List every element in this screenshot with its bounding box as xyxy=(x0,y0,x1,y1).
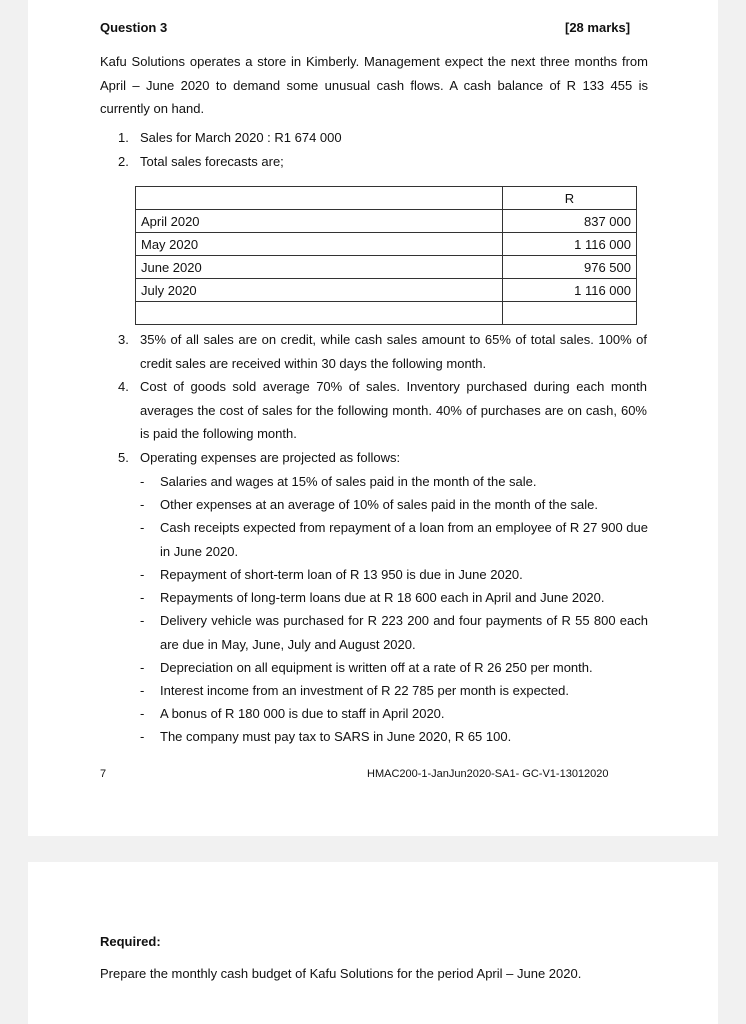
list-text: Cost of goods sold average 70% of sales. Inventory purchased during each month averages the cost of sales for the following month. 40% of purchases are on cash, 60% is paid the following month. xyxy=(140,379,647,441)
table-row xyxy=(136,210,637,233)
table-row xyxy=(136,279,637,302)
bullet-item xyxy=(140,586,650,610)
table-row xyxy=(136,233,637,256)
bullet-item xyxy=(140,516,650,564)
table-cell xyxy=(136,302,503,325)
bullet-dash: - xyxy=(140,706,145,721)
list-number: 4. xyxy=(118,379,129,394)
bullet-item xyxy=(140,702,650,726)
bullet-dash: - xyxy=(140,729,145,744)
table-cell-month: July 2020 xyxy=(136,279,503,302)
table-cell-amount: 1 116 000 xyxy=(503,233,637,256)
document-code: HMAC200-1-JanJun2020-SA1- GC-V1-13012020 xyxy=(367,768,609,780)
table-cell-month: May 2020 xyxy=(136,233,503,256)
bullet-text: Salaries and wages at 15% of sales paid in the month of the sale. xyxy=(160,474,537,489)
bullet-item xyxy=(140,470,650,494)
bullet-dash: - xyxy=(140,567,145,582)
bullet-text: Other expenses at an average of 10% of sales paid in the month of the sale. xyxy=(160,497,598,512)
sales-forecast-table xyxy=(135,186,637,325)
list-item-3 xyxy=(118,328,648,376)
bullet-text: A bonus of R 180 000 is due to staff in April 2020. xyxy=(160,706,445,721)
list-number: 2. xyxy=(118,154,129,169)
question-marks: [28 marks] xyxy=(565,20,631,35)
table-cell-amount: 837 000 xyxy=(503,210,637,233)
bullet-item xyxy=(140,725,650,749)
list-item-4 xyxy=(118,375,648,447)
table-row xyxy=(136,302,637,325)
list-item-2 xyxy=(118,150,648,174)
bullet-dash: - xyxy=(140,683,145,698)
table-cell-month: April 2020 xyxy=(136,210,503,233)
table-header-row xyxy=(136,187,637,210)
bullet-dash: - xyxy=(140,613,145,628)
bullet-item xyxy=(140,493,650,517)
list-text: 35% of all sales are on credit, while cash sales amount to 65% of total sales. 100% of credit sales are received within 30 days the following month. xyxy=(140,332,647,371)
bullet-dash: - xyxy=(140,520,145,535)
bullet-item xyxy=(140,656,650,680)
table-row xyxy=(136,256,637,279)
list-text: Operating expenses are projected as follows: xyxy=(140,450,401,465)
list-number: 5. xyxy=(118,450,129,465)
bullet-item xyxy=(140,679,650,703)
bullet-text: Repayment of short-term loan of R 13 950 is due in June 2020. xyxy=(160,567,523,582)
table-cell xyxy=(136,187,503,210)
bullet-dash: - xyxy=(140,474,145,489)
table-header-currency: R xyxy=(503,187,637,210)
table-cell-amount: 976 500 xyxy=(503,256,637,279)
bullet-dash: - xyxy=(140,497,145,512)
bullet-item xyxy=(140,609,650,657)
bullet-item xyxy=(140,563,650,587)
table-cell-amount: 1 116 000 xyxy=(503,279,637,302)
list-text: Sales for March 2020 : R1 674 000 xyxy=(140,130,342,145)
bullet-text: Delivery vehicle was purchased for R 223 200 and four payments of R 55 800 each are due in May, June, July and August 2020. xyxy=(160,613,648,652)
required-title: Required: xyxy=(100,934,161,949)
required-text: Prepare the monthly cash budget of Kafu Solutions for the period April – June 2020. xyxy=(100,966,582,981)
document-page-2 xyxy=(28,862,718,1024)
list-item-1 xyxy=(118,126,648,150)
bullet-dash: - xyxy=(140,660,145,675)
bullet-text: Depreciation on all equipment is written off at a rate of R 26 250 per month. xyxy=(160,660,593,675)
list-item-5 xyxy=(118,446,648,470)
bullet-text: The company must pay tax to SARS in June 2020, R 65 100. xyxy=(160,729,512,744)
table-cell xyxy=(503,302,637,325)
document-page-1 xyxy=(28,0,718,836)
intro-paragraph: Kafu Solutions operates a store in Kimberly. Management expect the next three months from April – June 2020 to demand some unusual cash flows. A cash balance of R 133 455 is currently on hand. xyxy=(100,54,648,116)
question-title: Question 3 xyxy=(100,20,168,35)
bullet-dash: - xyxy=(140,590,145,605)
table-cell-month: June 2020 xyxy=(136,256,503,279)
bullet-text: Repayments of long-term loans due at R 18 600 each in April and June 2020. xyxy=(160,590,605,605)
list-number: 1. xyxy=(118,130,129,145)
bullet-text: Interest income from an investment of R 22 785 per month is expected. xyxy=(160,683,569,698)
bullet-text: Cash receipts expected from repayment of a loan from an employee of R 27 900 due in June 2020. xyxy=(160,520,648,559)
list-number: 3. xyxy=(118,332,129,347)
list-text: Total sales forecasts are; xyxy=(140,154,284,169)
page-number: 7 xyxy=(100,768,107,780)
